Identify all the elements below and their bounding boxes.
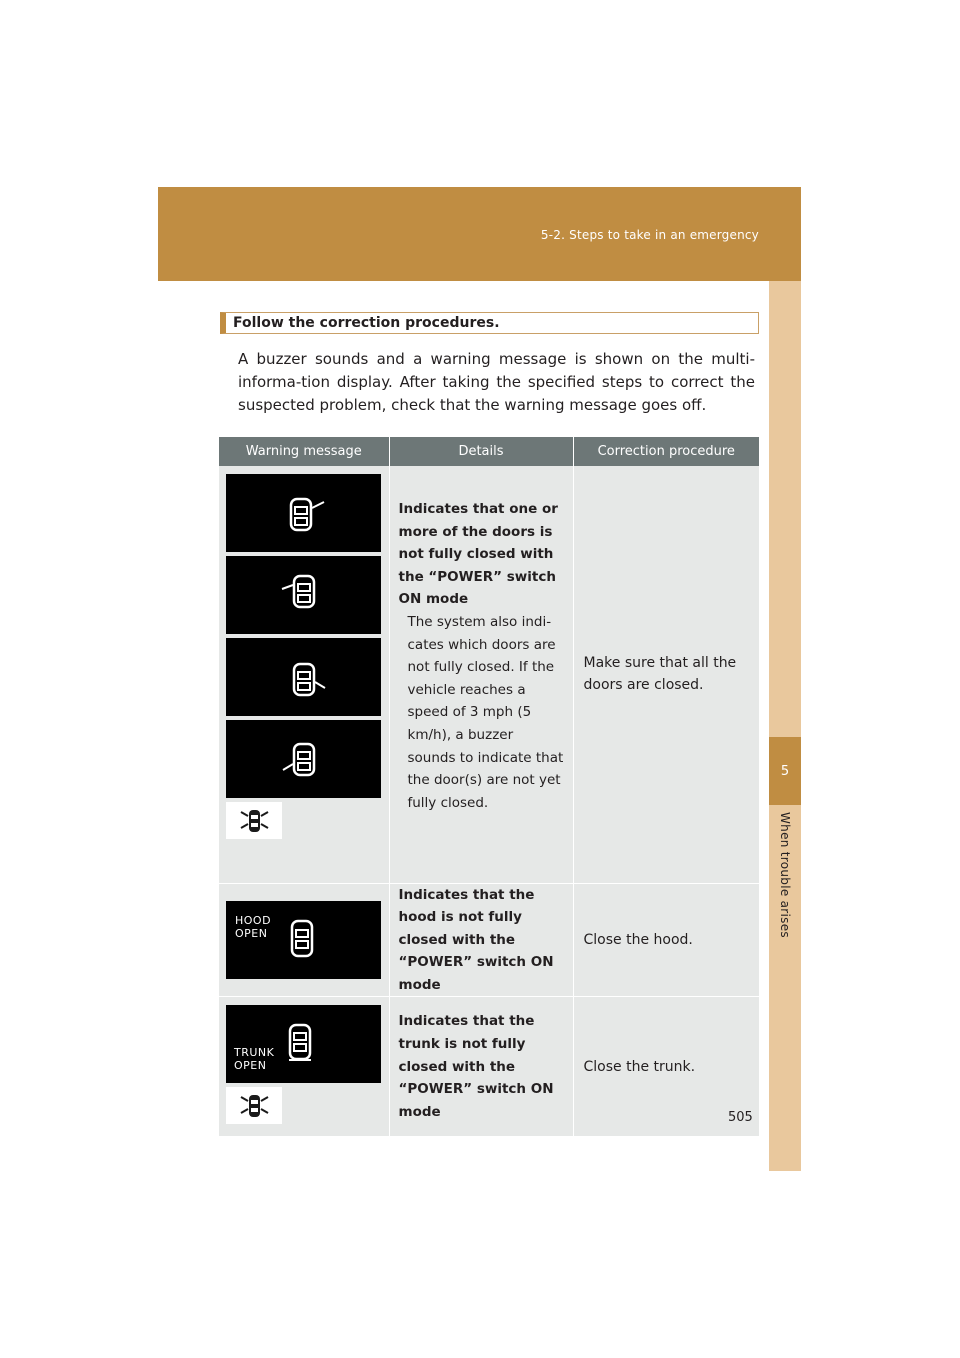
display-door-front-left xyxy=(226,556,381,634)
warning-images-hood xyxy=(219,883,389,997)
details-doors xyxy=(389,466,573,883)
detail-subtext: The system also indi-cates which doors are not fully closed. If the vehicle reaches a speed of 3 mph (5 km/h), a buzzer sounds to indicate that the door(s) are not yet fully closed. xyxy=(407,613,564,811)
car-door-open-icon xyxy=(226,556,381,634)
warning-images-trunk xyxy=(219,997,389,1137)
page-number: 505 xyxy=(728,1110,753,1125)
details-trunk xyxy=(389,997,573,1137)
intro-paragraph: A buzzer sounds and a warning message is shown on the multi-informa-tion display. After taking the specified steps to correct the suspected problem, check that the warning message goes off. xyxy=(238,350,755,414)
chapter-number: 5 xyxy=(769,737,801,805)
table-header-row xyxy=(219,437,759,466)
display-trunk-open xyxy=(226,1005,381,1083)
car-door-open-icon xyxy=(226,638,381,716)
open-door-warning-icon xyxy=(226,1087,282,1124)
car-door-open-icon xyxy=(226,1005,381,1083)
header-band xyxy=(158,187,801,281)
display-door-rear-right xyxy=(226,638,381,716)
header-details: Details xyxy=(389,437,573,466)
section-title: 5-2. Steps to take in an emergency xyxy=(540,228,759,242)
car-door-open-icon xyxy=(226,474,381,552)
warning-images-doors xyxy=(219,466,389,883)
detail-title: Indicates that the hood is not fully closed with the “POWER” switch ON mode xyxy=(398,886,554,993)
trunk-display-line-2: OPEN xyxy=(234,1059,267,1073)
car-door-open-icon xyxy=(226,720,381,798)
detail-title: Indicates that one or more of the doors is not fully closed with the “POWER” switch ON mode xyxy=(398,501,558,608)
header-warning-message: Warning message xyxy=(219,437,389,466)
section-heading: Follow the correction procedures. xyxy=(220,312,759,334)
display-hood-open xyxy=(226,901,381,979)
chapter-label: When trouble arises xyxy=(778,812,792,938)
hood-display-line-2: OPEN xyxy=(235,926,268,940)
side-tab xyxy=(769,281,801,1171)
details-hood xyxy=(389,883,573,997)
table-row xyxy=(219,883,759,997)
open-door-warning-icon xyxy=(226,802,282,839)
table-row xyxy=(219,997,759,1137)
display-door-rear-left xyxy=(226,720,381,798)
table-row xyxy=(219,466,759,883)
hood-display-line-1: HOOD xyxy=(235,913,272,927)
correction-trunk: Close the trunk. xyxy=(573,997,759,1137)
detail-title: Indicates that the trunk is not fully closed with the “POWER” switch ON mode xyxy=(398,1013,554,1120)
correction-hood: Close the hood. xyxy=(573,883,759,997)
warning-table xyxy=(219,437,759,1137)
trunk-display-line-1: TRUNK xyxy=(234,1046,275,1060)
car-door-open-icon xyxy=(226,901,381,979)
correction-doors: Make sure that all the doors are closed. xyxy=(573,466,759,883)
header-correction: Correction procedure xyxy=(573,437,759,466)
display-door-front-right xyxy=(226,474,381,552)
